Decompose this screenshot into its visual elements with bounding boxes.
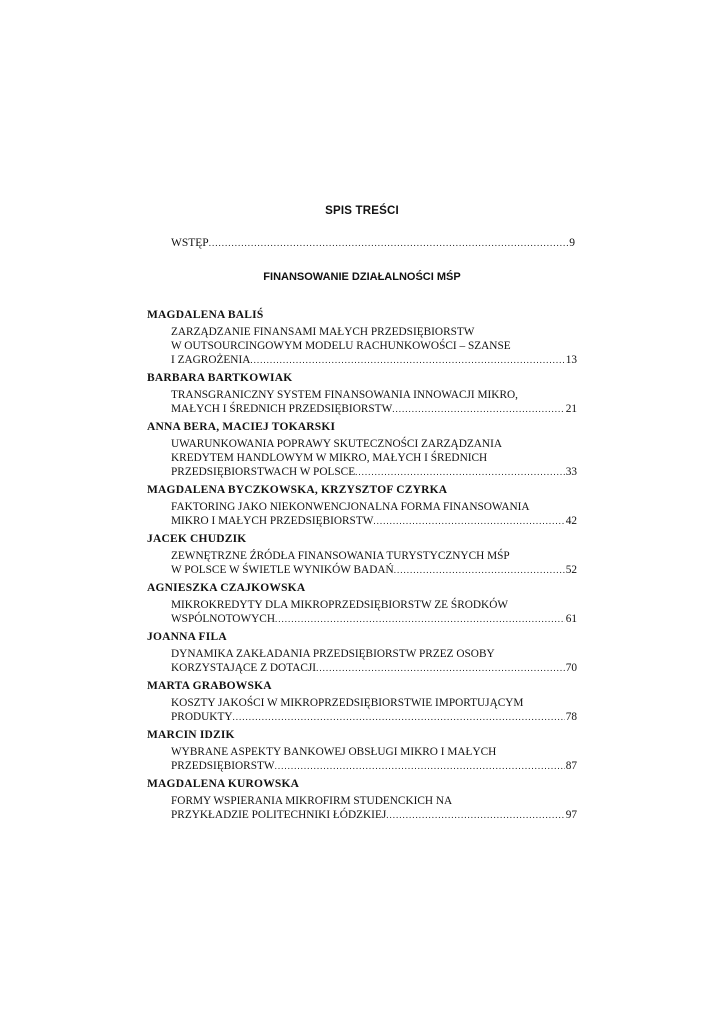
entry-title-line: KREDYTEM HANDLOWYM W MIKRO, MAŁYCH I ŚREDNICH	[171, 452, 488, 464]
entry-title-last-line	[171, 402, 577, 416]
entry-author: AGNIESZKA CZAJKOWSKA	[147, 582, 306, 594]
entry-title-last-line	[171, 465, 577, 479]
entry-author: MAGDALENA BYCZKOWSKA, KRZYSZTOF CZYRKA	[147, 484, 448, 496]
entry-title-line: FAKTORING JAKO NIEKONWENCJONALNA FORMA FINANSOWANIA	[171, 501, 530, 513]
entry-page-number: 87	[565, 760, 577, 772]
dot-leader	[316, 661, 565, 675]
entry-title-line: UWARUNKOWANIA POPRAWY SKUTECZNOŚCI ZARZĄDZANIA	[171, 438, 502, 450]
entry-title-last-line	[171, 612, 577, 626]
entry-title-line: DYNAMIKA ZAKŁADANIA PRZEDSIĘBIORSTW PRZEZ OSOBY	[171, 648, 495, 660]
entry-page-number: 78	[565, 711, 577, 723]
entry-title-last-line	[171, 710, 577, 724]
entry-title	[171, 745, 577, 773]
entry-title	[171, 500, 577, 528]
entry-title-line: W OUTSOURCINGOWYM MODELU RACHUNKOWOŚCI – SZANSE	[171, 340, 511, 352]
entry-title-line: KOSZTY JAKOŚCI W MIKROPRZEDSIĘBIORSTWIE IMPORTUJĄCYM	[171, 697, 524, 709]
toc-entry[interactable]	[147, 679, 577, 724]
entry-author: MARCIN IDZIK	[147, 729, 235, 741]
entry-title	[171, 696, 577, 724]
entry-title-line: PRZEDSIĘBIORSTWACH W POLSCE	[171, 466, 356, 478]
entry-page-number: 33	[565, 466, 577, 478]
entry-title-line: MAŁYCH I ŚREDNICH PRZEDSIĘBIORSTW	[171, 403, 393, 415]
entry-title	[171, 437, 577, 479]
entry-title-line: PRODUKTY	[171, 711, 233, 723]
dot-leader	[386, 808, 564, 822]
entry-title-line: PRZYKŁADZIE POLITECHNIKI ŁÓDZKIEJ	[171, 809, 387, 821]
dot-leader	[209, 236, 569, 250]
intro-label: WSTĘP	[171, 237, 209, 249]
dot-leader	[355, 465, 565, 479]
dot-leader	[275, 612, 565, 626]
toc-entry[interactable]	[147, 308, 577, 367]
toc-entry[interactable]	[147, 777, 577, 822]
page-title: SPIS TREŚCI	[325, 205, 399, 217]
intro-page-number: 9	[569, 237, 575, 249]
dot-leader	[392, 402, 564, 416]
entry-page-number: 52	[565, 564, 577, 576]
entry-title	[171, 325, 577, 367]
entry-title-line: KORZYSTAJĄCE Z DOTACJI	[171, 662, 317, 674]
entry-author: BARBARA BARTKOWIAK	[147, 372, 293, 384]
toc-entry[interactable]	[147, 371, 577, 416]
dot-leader	[373, 514, 564, 528]
entry-title-last-line	[171, 759, 577, 773]
entry-title	[171, 598, 577, 626]
entry-title-line: MIKROKREDYTY DLA MIKROPRZEDSIĘBIORSTW ZE ŚRODKÓW	[171, 599, 509, 611]
entry-title-last-line	[171, 514, 577, 528]
dot-leader	[275, 759, 565, 773]
entry-author: MAGDALENA BALIŚ	[147, 309, 264, 321]
toc-entry[interactable]	[147, 581, 577, 626]
dot-leader	[250, 353, 564, 367]
entry-author: MAGDALENA KUROWSKA	[147, 778, 300, 790]
entry-title-line: WYBRANE ASPEKTY BANKOWEJ OBSŁUGI MIKRO I MAŁYCH	[171, 746, 497, 758]
entry-title-last-line	[171, 661, 577, 675]
entry-title-last-line	[171, 563, 577, 577]
toc-entry[interactable]	[147, 532, 577, 577]
entry-page-number: 61	[565, 613, 577, 625]
entry-author: JOANNA FILA	[147, 631, 227, 643]
entry-title-line: ZEWNĘTRZNE ŹRÓDŁA FINANSOWANIA TURYSTYCZNYCH MŚP	[171, 550, 510, 562]
entry-title-line: WSPÓLNOTOWYCH	[171, 613, 275, 625]
toc-entry[interactable]	[147, 483, 577, 528]
entry-title-last-line	[171, 353, 577, 367]
entry-page-number: 70	[565, 662, 577, 674]
entry-title	[171, 388, 577, 416]
entry-title-line: I ZAGROŻENIA	[171, 354, 251, 366]
entry-title-line: PRZEDSIĘBIORSTW	[171, 760, 275, 772]
entry-title-line: ZARZĄDZANIE FINANSAMI MAŁYCH PRZEDSIĘBIORSTW	[171, 326, 475, 338]
toc-entry[interactable]	[147, 630, 577, 675]
entry-title-last-line	[171, 808, 577, 822]
toc-entry[interactable]	[147, 728, 577, 773]
entry-title	[171, 794, 577, 822]
section-heading: FINANSOWANIE DZIAŁALNOŚCI MŚP	[263, 271, 461, 283]
entry-title-line: TRANSGRANICZNY SYSTEM FINANSOWANIA INNOWACJI MIKRO,	[171, 389, 518, 401]
entry-title-line: MIKRO I MAŁYCH PRZEDSIĘBIORSTW	[171, 515, 374, 527]
toc-entry-intro[interactable]	[171, 236, 575, 250]
dot-leader	[394, 563, 565, 577]
entry-title-line: FORMY WSPIERANIA MIKROFIRM STUDENCKICH NA	[171, 795, 453, 807]
toc-entry[interactable]	[147, 420, 577, 479]
entry-title	[171, 549, 577, 577]
entry-page-number: 13	[565, 354, 577, 366]
toc-list	[147, 308, 577, 826]
entry-title	[171, 647, 577, 675]
entry-page-number: 97	[565, 809, 577, 821]
entry-author: MARTA GRABOWSKA	[147, 680, 272, 692]
entry-author: ANNA BERA, MACIEJ TOKARSKI	[147, 421, 336, 433]
dot-leader	[233, 710, 565, 724]
entry-page-number: 21	[565, 403, 577, 415]
entry-author: JACEK CHUDZIK	[147, 533, 247, 545]
entry-page-number: 42	[565, 515, 577, 527]
entry-title-line: W POLSCE W ŚWIETLE WYNIKÓW BADAŃ	[171, 564, 394, 576]
